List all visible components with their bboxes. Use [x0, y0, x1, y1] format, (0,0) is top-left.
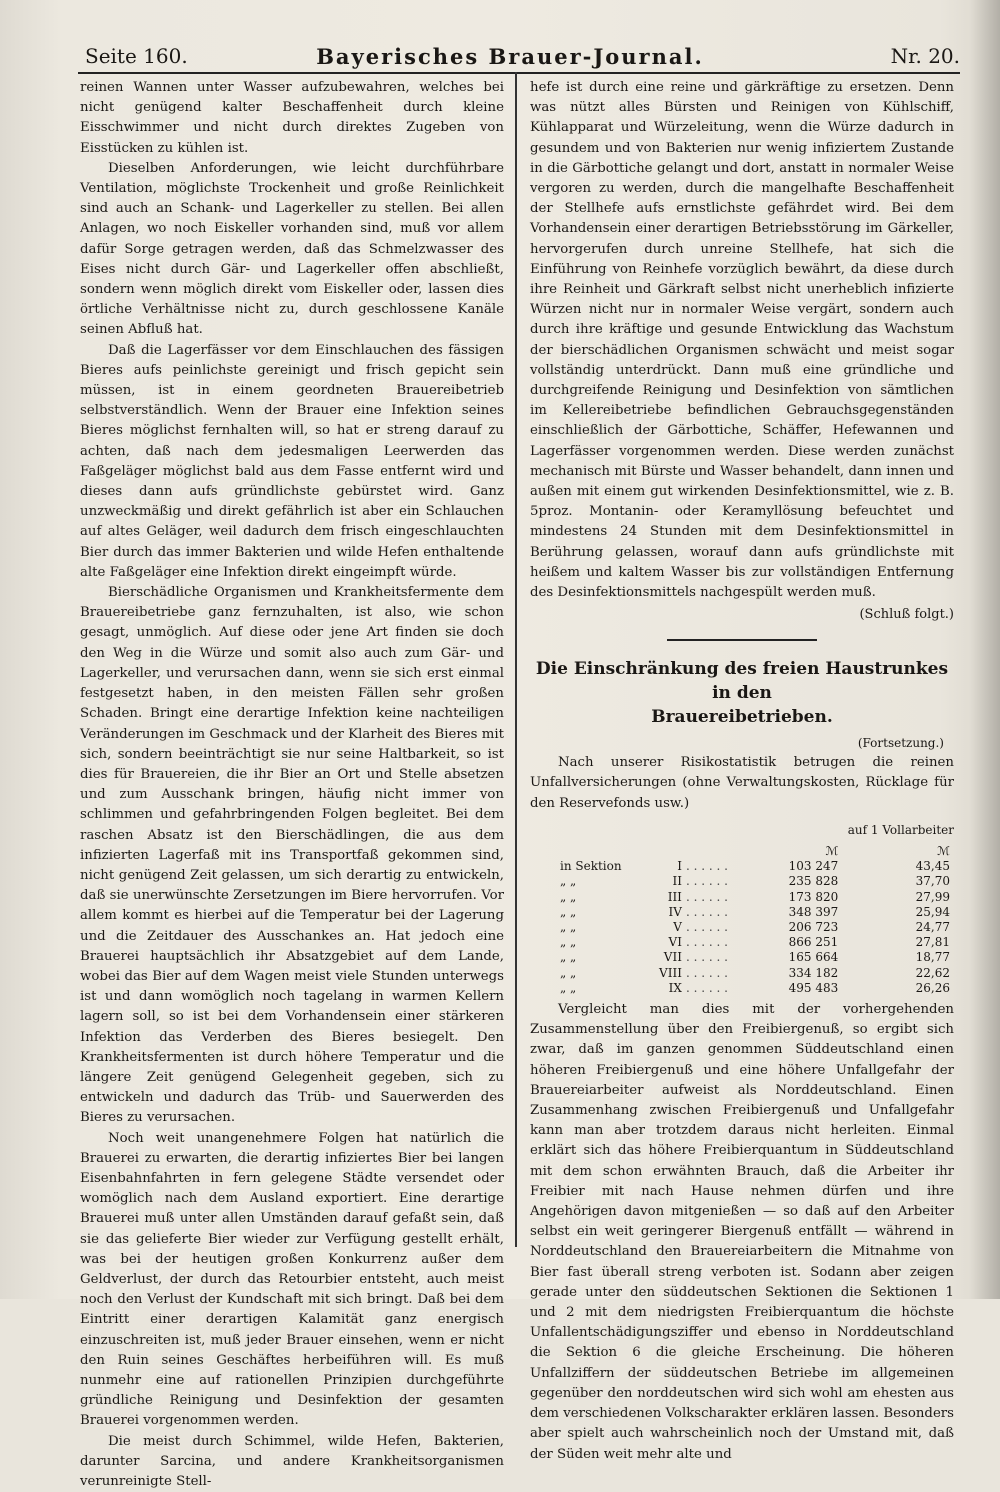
- per-worker-amount: 27,99: [915, 889, 950, 904]
- issue-number: Nr. 20.: [890, 44, 960, 68]
- per-worker-amount: 22,62: [915, 965, 950, 980]
- total-amount: 103 247: [788, 859, 839, 874]
- section-number: III: [667, 889, 682, 904]
- leader-dots: . . . . . .: [685, 980, 728, 995]
- section-number: IX: [668, 980, 682, 995]
- per-worker-amount: 24,77: [915, 920, 950, 935]
- leader-dots: . . . . . .: [685, 965, 728, 980]
- leader-dots: . . . . . .: [685, 859, 728, 874]
- article-title-line: Die Einschränkung des freien Haustrunkes in den: [535, 658, 949, 703]
- section-label: „ „: [560, 920, 577, 935]
- to-be-concluded-note: (Schluß folgt.): [859, 607, 954, 623]
- section-label: „ „: [560, 904, 577, 919]
- paragraph: hefe ist durch eine reine und gärkräftige zu ersetzen. Denn was nützt alles Bürsten und Reinigen von Kühlschiff, Kühlapparat und Würzeleitung, wenn die Würze dadurch in gesundem und von Bakterien nur wenig infiziertem Zustande in die Gärbottiche gelangt und dort, anstatt in normaler Weise vergoren zu werden, durch die mangelhafte Beschaffenheit der Stellhefe aufs ernstlichste gefährdet wird. Bei dem Vorhandensein einer derartigen Betriebsstörung im Gärkeller, hervorgerufen durch unreine Stellhefe, hat sich die Einführung von Reinhefe vorzüglich bewährt, da diese durch ihre Reinheit und Gärkraft selbst nicht unerheblich infizierte Würzen nicht nur in normaler Weise vergärt, sondern auch durch ihre kräftige und gesunde Entwicklung das Wachstum der bierschädlichen Organismen schwächt und meist sogar vollständig unterdrückt. Dann muß eine gründliche und durchgreifende Reinigung und Desinfektion von sämtlichen im Kellereibetriebe befindlichen Gebrauchsgegenständen einschließlich der Gärbottiche, Schäffer, Hefewannen und Lagerfässer vorgenommen werden. Diese werden zunächst mechanisch mit Bürste und Wasser behandelt, dann innen und außen mit einem gut wirkenden Desinfektionsmittel, wie z. B. 5proz. Montanin- oder Keramyllösung befeuchtet und mindestens 24 Stunden mit dem Desinfektionsmittel in Berührung gelassen, worauf dann aufs gründlichste mit heißem und kaltem Wasser bis zur vollständigen Entfernung des Desinfektionsmittels nachgespült werden muß.: [530, 80, 954, 601]
- page-number: Seite 160.: [85, 44, 188, 68]
- leader-dots: . . . . . .: [685, 904, 728, 919]
- section-number: VIII: [659, 965, 682, 980]
- right-column: [530, 78, 954, 1465]
- per-worker-amount: 27,81: [915, 935, 950, 950]
- per-worker-amount: 43,45: [915, 859, 950, 874]
- section-number: VII: [663, 950, 682, 965]
- section-label: „ „: [560, 980, 577, 995]
- total-amount: 206 723: [788, 920, 839, 935]
- per-worker-amount: 37,70: [915, 874, 950, 889]
- section-label: „ „: [560, 874, 577, 889]
- leader-dots: . . . . . .: [685, 935, 728, 950]
- journal-title: Bayerisches Brauer-Journal.: [316, 44, 704, 69]
- table-row: [560, 890, 950, 905]
- section-label: „ „: [560, 935, 577, 950]
- per-worker-amount: 25,94: [915, 904, 950, 919]
- paragraph: Dieselben Anforderungen, wie leicht durchführbare Ventilation, möglichste Trockenheit und große Reinlichkeit sind auch an Schank- und Lagerkeller zu stellen. Bei allen Anlagen, wo noch Eiskeller vorhanden sind, muß vor allem dafür Sorge getragen werden, daß das Schmelzwasser des Eises nicht durch Gär- und Lagerkeller offen abschließt, sondern wenn möglich direkt vom Eiskeller oder, lassen dies örtliche Verhältnisse nicht zu, durch geschlossene Kanäle seinen Abfluß hat.: [80, 160, 504, 338]
- continuation-note: (Fortsetzung.): [857, 735, 944, 750]
- unit-label: ℳ: [937, 844, 950, 858]
- total-amount: 348 397: [788, 904, 839, 919]
- paragraph: Nach unserer Risikostatistik betrugen die reinen Unfallversicherungen (ohne Verwaltungskosten, Rücklage für den Reservefonds usw.): [530, 755, 954, 811]
- paragraph: Vergleicht man dies mit der vorhergehenden Zusammenstellung über den Freibiergenuß, so ergibt sich zwar, daß im ganzen genommen Süddeutschland einen höheren Freibiergenuß und eine höhere Unfallgefahr der Brauereiarbeiter aufweist als Norddeutschland. Einen Zusammenhang zwischen Freibiergenuß und Unfallgefahr kann man aber trotzdem daraus nicht herleiten. Einmal erklärt sich das höhere Freibierquantum in Süddeutschland mit dem schon erwähnten Brauch, daß die Arbeiter ihr Freibier mit nach Hause nehmen dürfen und ihre Angehörigen davon mitgenießen — so daß auf den Arbeiter selbst ein weit geringerer Biergenuß entfällt — während in Norddeutschland den Brauereiarbeitern die Mitnahme von Bier fast überall streng verboten ist. Sodann aber zeigen gerade unter den süddeutschen Sektionen die Sektionen 1 und 2 mit dem niedrigsten Freibierquantum die höchste Unfallentschädigungsziffer und ebenso in Norddeutschland die Sektion 6 die gleiche Erscheinung. Die höheren Unfallziffern der süddeutschen Betriebe im allgemeinen gegenüber den norddeutschen wird sich wohl am ehesten aus dem verschiedenen Volkscharakter erklären lassen. Besonders aber spielt auch wahrscheinlich noch der Umstand mit, daß der Süden weit mehr alte und: [530, 1002, 954, 1462]
- table-row: [560, 874, 950, 889]
- total-amount: 165 664: [788, 950, 839, 965]
- table-row: [560, 905, 950, 920]
- scan-edge-shadow: [970, 0, 1000, 1299]
- per-worker-amount: 26,26: [915, 980, 950, 995]
- section-label: „ „: [560, 965, 577, 980]
- paragraph: Bierschädliche Organismen und Krankheitsfermente dem Brauereibetriebe ganz fernzuhalten, ist also, wie schon gesagt, unmöglich. Auf diese oder jene Art finden sie doch den Weg in die Würze und somit also auch zum Gär- und Lagerkeller, und verursachen dann, wenn sie sich erst einmal festgesetzt haben, in den meisten Fällen sehr großen Schaden. Bringt eine derartige Infektion keine nachteiligen Veränderungen im Geschmack und der Klarheit des Bieres mit sich, sondern beeinträchtigt sie nur seine Haltbarkeit, so ist dies für Brauereien, die ihr Bier an Ort und Stelle absetzen und zum Ausschank bringen, häufig nicht immer von schlimmen und gefahrbringenden Folgen begleitet. Bei dem raschen Absatz ist den Bierschädlingen, die aus dem infizierten Lagerfaß mit ins Transportfaß gekommen sind, nicht genügend Zeit gelassen, um sich derartig zu entwickeln, daß sie unerwünschte Zersetzungen im Biere hervorrufen. Vor allem kommt es hierbei auf die Temperatur bei der Lagerung und die Zeitdauer des Ausschankes an. Hat jedoch eine Brauerei hauptsächlich ihr Absatzgebiet auf dem Lande, wobei das Bier auf dem Wagen meist viele Stunden unterwegs ist und dann womöglich noch tagelang in warmen Kellern lagern soll, so ist bei dem Vorhandensein einer stärkeren Infektion das Verderben des Bieres besiegelt. Den Krankheitsfermenten ist durch höhere Temperatur und die längere Zeit genügend Gelegenheit gegeben, sich zu entwickeln und dadurch das Trüb- und Sauerwerden des Bieres zu verursachen.: [80, 585, 504, 1126]
- section-divider: [667, 639, 817, 641]
- total-amount: 173 820: [788, 889, 839, 904]
- article-title-line: Brauereibetrieben.: [651, 706, 833, 727]
- leader-dots: . . . . . .: [685, 889, 728, 904]
- leader-dots: . . . . . .: [685, 950, 728, 965]
- leader-dots: . . . . . .: [685, 920, 728, 935]
- table-column-header: auf 1 Vollarbeiter: [847, 822, 954, 837]
- section-number: I: [677, 859, 682, 874]
- table-row: [560, 966, 950, 981]
- section-number: VI: [668, 935, 682, 950]
- leader-dots: . . . . . .: [685, 874, 728, 889]
- table-row: [560, 859, 950, 874]
- column-divider: [515, 72, 517, 1247]
- table-row: [560, 935, 950, 950]
- article-title: [530, 657, 954, 729]
- section-number: IV: [668, 904, 682, 919]
- section-number: V: [673, 920, 682, 935]
- section-label: „ „: [560, 889, 577, 904]
- per-worker-amount: 18,77: [915, 950, 950, 965]
- paragraph: Noch weit unangenehmere Folgen hat natürlich die Brauerei zu erwarten, die derartig infiziertes Bier bei langen Eisenbahnfahrten in fern gelegene Städte versendet oder womöglich nach dem Ausland exportiert. Eine derartige Brauerei muß unter allen Umständen darauf gefaßt sein, daß sie das gelieferte Bier wieder zur Verfügung gestellt erhält, was bei der heutigen großen Konkurrenz außer dem Geldverlust, der durch das Retourbier entsteht, auch meist noch den Verlust der Kundschaft mit sich bringt. Daß bei dem Eintritt einer derartigen Kalamität ganz energisch einzuschreiten ist, muß jeder Brauer einsehen, wenn er nicht den Ruin seines Geschäftes herbeiführen will. Es muß nunmehr eine auf rationellen Prinzipien durchgeführte gründliche Reinigung und Desinfektion der gesamten Brauerei vorgenommen werden.: [80, 1130, 504, 1429]
- table-row: [560, 920, 950, 935]
- table-row: [560, 950, 950, 965]
- table-row: [560, 981, 950, 996]
- table-unit-row: [560, 844, 950, 859]
- unit-label: ℳ: [825, 844, 839, 858]
- paragraph: Daß die Lagerfässer vor dem Einschlauchen des fässigen Bieres aufs peinlichste gereinigt und frisch gepicht sein müssen, ist in einem geordneten Brauereibetrieb selbstverständlich. Wenn der Brauer eine Infektion seines Bieres möglichst fernhalten will, so hat er streng darauf zu achten, daß nach dem jedesmaligen Leerwerden das Faßgeläger möglichst bald aus dem Fasse entfernt wird und dieses dann aufs gründlichste gebürstet wird. Ganz unzweckmäßig und direkt gefährlich ist aber ein Schlauchen auf altes Geläger, weil dadurch dem frisch eingeschlauchten Bier durch das immer Bakterien und wilde Hefen enthaltende alte Faßgeläger eine Infektion direkt eingeimpft würde.: [80, 342, 504, 580]
- section-label: „ „: [560, 950, 577, 965]
- paragraph: Die meist durch Schimmel, wilde Hefen, Bakterien, darunter Sarcina, und andere Krankheitsorganismen verunreinigte Stell-: [80, 1433, 504, 1490]
- total-amount: 866 251: [788, 935, 839, 950]
- left-column: [80, 78, 504, 1492]
- total-amount: 235 828: [788, 874, 839, 889]
- statistics-table: [560, 844, 950, 996]
- paragraph: reinen Wannen unter Wasser aufzubewahren, welches bei nicht genügend kalter Beschaffenheit durch kleine Eisschwimmer und nicht durch direktes Zugeben von Eisstücken zu kühlen ist.: [80, 80, 504, 156]
- header-rule: [78, 72, 960, 74]
- total-amount: 495 483: [788, 980, 839, 995]
- section-number: II: [672, 874, 682, 889]
- section-label: in Sektion: [560, 859, 622, 874]
- total-amount: 334 182: [788, 965, 839, 980]
